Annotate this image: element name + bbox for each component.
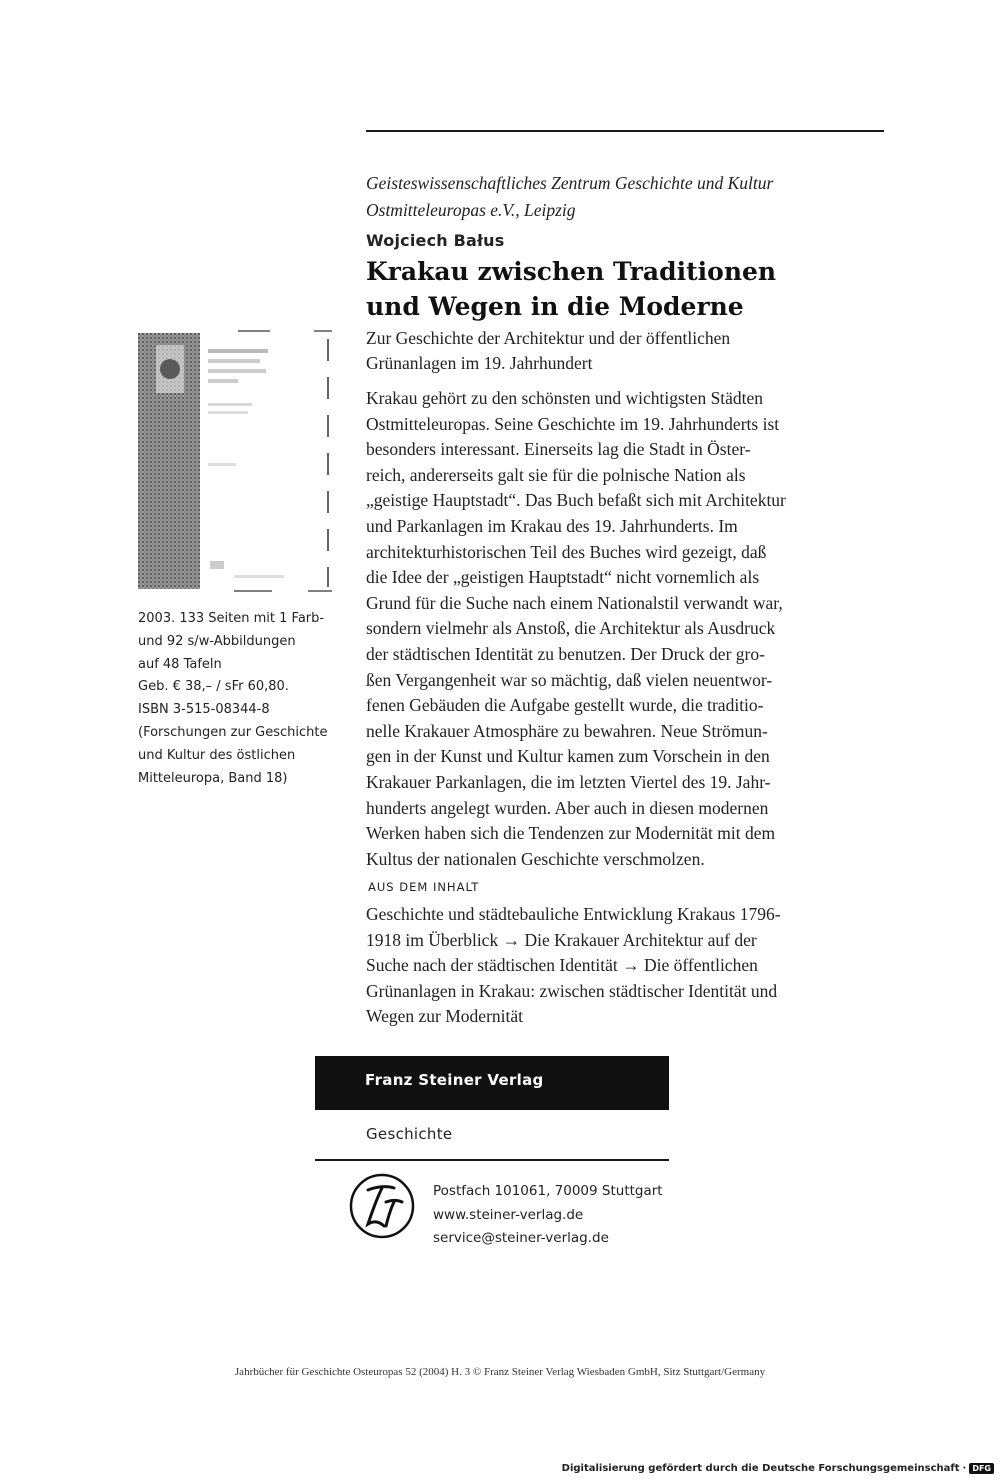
publisher-email-link[interactable]: service@steiner-verlag.de <box>433 1230 609 1246</box>
institute-line: Geisteswissenschaftliches Zentrum Geschichte und Kultur <box>366 173 774 193</box>
contents-line: Wegen zur Modernität <box>366 1006 524 1027</box>
body-line: reich, andererseits galt sie für die polnische Nation als <box>366 464 746 485</box>
body-line: architekturhistorischen Teil des Buches wird gezeigt, daß <box>366 541 767 562</box>
body-line: „geistige Hauptstadt“. Das Buch befaßt sich mit Architektur <box>366 490 786 511</box>
meta-line: und 92 s/w-Abbildungen <box>138 633 296 649</box>
contents-heading: AUS DEM INHALT <box>368 880 480 894</box>
body-line: Kultus der nationalen Geschichte verschmolzen. <box>366 848 705 869</box>
body-line: fenen Gebäuden die Aufgabe gestellt wurde, die traditio- <box>366 695 764 716</box>
publisher-website-link[interactable]: www.steiner-verlag.de <box>433 1206 584 1223</box>
author-name: Wojciech Bałus <box>366 231 505 250</box>
journal-citation: Jahrbücher für Geschichte Osteuropas 52 (2004) H. 3 © Franz Steiner Verlag Wiesbaden GmbH, Sitz Stuttgart/Germany <box>234 1366 766 1378</box>
funding-text: Digitalisierung gefördert durch die Deutsche Forschungsgemeinschaft <box>561 1463 960 1474</box>
book-title <box>366 254 926 324</box>
address-postbox: Postfach 101061, 70009 Stuttgart <box>433 1183 663 1199</box>
body-line: ßen Vergangenheit war so mächtig, daß vielen neuentwor- <box>366 669 773 690</box>
meta-line: (Forschungen zur Geschichte <box>138 724 328 740</box>
subtitle-line: Grünanlagen im 19. Jahrhundert <box>366 353 593 373</box>
book-cover-image <box>138 325 334 593</box>
body-line: und Parkanlagen im Krakau des 19. Jahrhunderts. Im <box>366 515 738 536</box>
bottom-rule <box>315 1159 669 1161</box>
steiner-monogram-icon <box>348 1172 416 1240</box>
book-subtitle <box>366 326 886 376</box>
body-line: der städtischen Identität zu benutzen. Der Druck der gro- <box>366 643 765 664</box>
meta-line: 2003. 133 Seiten mit 1 Farb- <box>138 611 325 626</box>
title-line: Krakau zwischen Traditionen <box>366 257 777 286</box>
body-line: Krakauer Parkanlagen, die im letzten Viertel des 19. Jahr- <box>366 771 771 792</box>
body-line: sondern vielmehr als Anstoß, die Architektur als Ausdruck <box>366 618 776 639</box>
meta-line: ISBN 3-515-08344-8 <box>138 702 270 718</box>
body-line: besonders interessant. Einerseits lag die Stadt in Öster- <box>366 439 751 460</box>
body-line: nelle Krakauer Atmosphäre zu bewahren. Neue Strömun- <box>366 720 768 741</box>
subtitle-line: Zur Geschichte der Architektur und der öffentlichen <box>366 328 731 348</box>
body-line: gen in der Kunst und Kultur kamen zum Vorschein in den <box>366 746 770 767</box>
institute-line: Ostmitteleuropas e.V., Leipzig <box>366 200 576 220</box>
publisher-address <box>433 1180 663 1251</box>
institute-name <box>366 170 886 224</box>
contents-line: 1918 im Überblick → Die Krakauer Architektur auf der <box>366 929 757 950</box>
body-line: Krakau gehört zu den schönsten und wichtigsten Städten <box>366 388 764 408</box>
book-details <box>138 608 363 790</box>
top-rule <box>366 130 884 132</box>
publisher-banner <box>315 1056 669 1110</box>
body-line: die Idee der „geistigen Hauptstadt“ nicht vornemlich als <box>366 567 760 588</box>
body-line: Werken haben sich die Tendenzen zur Modernität mit dem <box>366 823 776 844</box>
subject-category: Geschichte <box>366 1125 453 1143</box>
funding-notice: Digitalisierung gefördert durch die Deutsche Forschungsgemeinschaft · DFG <box>562 1463 994 1474</box>
contents-text <box>366 902 896 1030</box>
body-line: Grund für die Suche nach einem Nationalstil verwandt war, <box>366 592 783 613</box>
contents-line: Suche nach der städtischen Identität → Die öffentlichen <box>366 955 758 976</box>
body-line: Ostmitteleuropas. Seine Geschichte im 19. Jahrhunderts ist <box>366 413 780 434</box>
description-text <box>366 386 896 872</box>
meta-line: und Kultur des östlichen <box>138 747 296 763</box>
dfg-logo-icon: DFG <box>969 1463 994 1474</box>
contents-line: Geschichte und städtebauliche Entwicklung Krakaus 1796- <box>366 904 781 924</box>
meta-line: auf 48 Tafeln <box>138 656 222 672</box>
meta-line: Mitteleuropa, Band 18) <box>138 770 288 786</box>
title-line: und Wegen in die Moderne <box>366 292 744 321</box>
body-line: hunderts angelegt wurden. Aber auch in diesen modernen <box>366 797 769 818</box>
meta-line: Geb. € 38,– / sFr 60,80. <box>138 679 289 695</box>
contents-line: Grünanlagen in Krakau: zwischen städtischer Identität und <box>366 980 778 1001</box>
publisher-name: Franz Steiner Verlag <box>365 1071 544 1089</box>
